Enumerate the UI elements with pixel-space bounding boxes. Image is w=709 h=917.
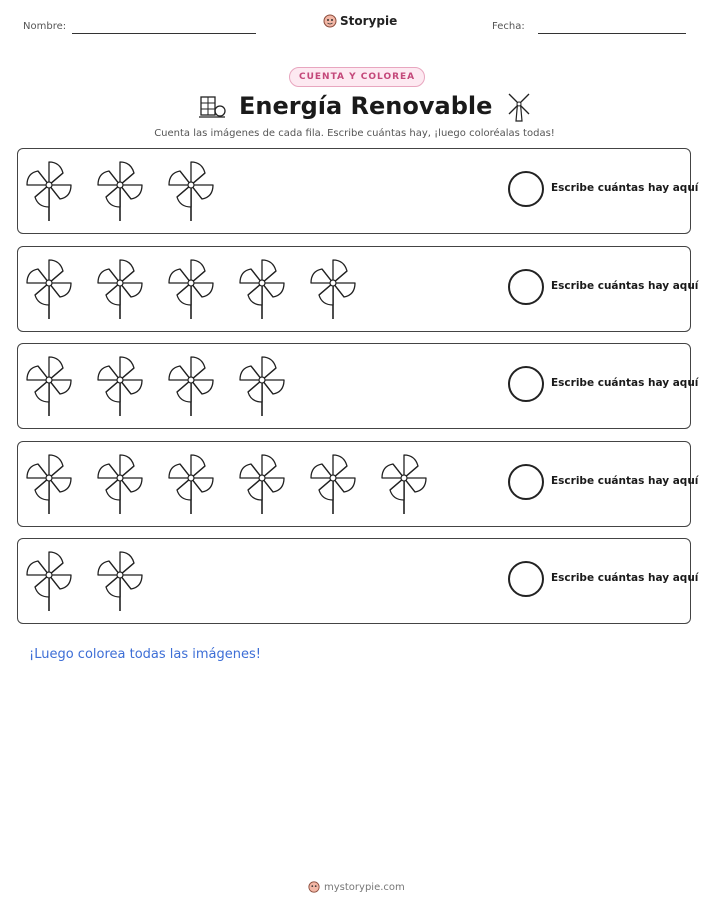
answer-label: Escribe cuántas hay aquí [551, 475, 699, 487]
category-badge: CUENTA Y COLOREA [289, 67, 425, 87]
pinwheel-icon[interactable] [165, 157, 217, 223]
pinwheel-icon[interactable] [236, 450, 288, 516]
name-line[interactable] [72, 33, 256, 34]
count-row [17, 538, 699, 624]
count-row [17, 343, 699, 429]
count-row [17, 148, 699, 234]
page-title: Energía Renovable [239, 92, 493, 120]
windmill-icon [504, 90, 534, 122]
site-url: mystorypie.com [324, 881, 405, 893]
title-row [197, 90, 534, 122]
pinwheel-icon[interactable] [378, 450, 430, 516]
site-footer [308, 881, 405, 893]
count-row [17, 246, 699, 332]
pinwheel-icon[interactable] [165, 450, 217, 516]
pinwheel-icon[interactable] [23, 352, 75, 418]
pinwheel-icon[interactable] [23, 450, 75, 516]
date-label: Fecha: [492, 21, 525, 32]
brand-name: Storypie [340, 14, 398, 28]
answer-circle[interactable] [508, 366, 544, 402]
name-label: Nombre: [23, 21, 67, 32]
answer-label: Escribe cuántas hay aquí [551, 182, 699, 194]
pinwheel-icon[interactable] [307, 450, 359, 516]
solar-panel-icon [197, 91, 227, 121]
pinwheel-icon[interactable] [94, 255, 146, 321]
pinwheel-icon[interactable] [94, 450, 146, 516]
pinwheel-icon[interactable] [94, 352, 146, 418]
pinwheel-icon[interactable] [165, 255, 217, 321]
pinwheel-icon[interactable] [236, 352, 288, 418]
date-line[interactable] [538, 33, 686, 34]
storypie-logo-icon [308, 881, 320, 893]
answer-label: Escribe cuántas hay aquí [551, 280, 699, 292]
pinwheel-icon[interactable] [165, 352, 217, 418]
answer-circle[interactable] [508, 561, 544, 597]
answer-circle[interactable] [508, 171, 544, 207]
brand [323, 14, 397, 28]
pinwheel-icon[interactable] [23, 255, 75, 321]
coloring-note: ¡Luego colorea todas las imágenes! [29, 647, 261, 662]
count-row [17, 441, 699, 527]
pinwheel-icon[interactable] [307, 255, 359, 321]
pinwheel-icon[interactable] [94, 157, 146, 223]
pinwheel-icon[interactable] [23, 547, 75, 613]
pinwheel-icon[interactable] [236, 255, 288, 321]
answer-label: Escribe cuántas hay aquí [551, 377, 699, 389]
pinwheel-icon[interactable] [94, 547, 146, 613]
instructions: Cuenta las imágenes de cada fila. Escribe cuántas hay, ¡luego coloréalas todas! [154, 128, 555, 139]
pinwheel-icon[interactable] [23, 157, 75, 223]
answer-circle[interactable] [508, 269, 544, 305]
storypie-logo-icon [323, 14, 337, 28]
answer-label: Escribe cuántas hay aquí [551, 572, 699, 584]
answer-circle[interactable] [508, 464, 544, 500]
